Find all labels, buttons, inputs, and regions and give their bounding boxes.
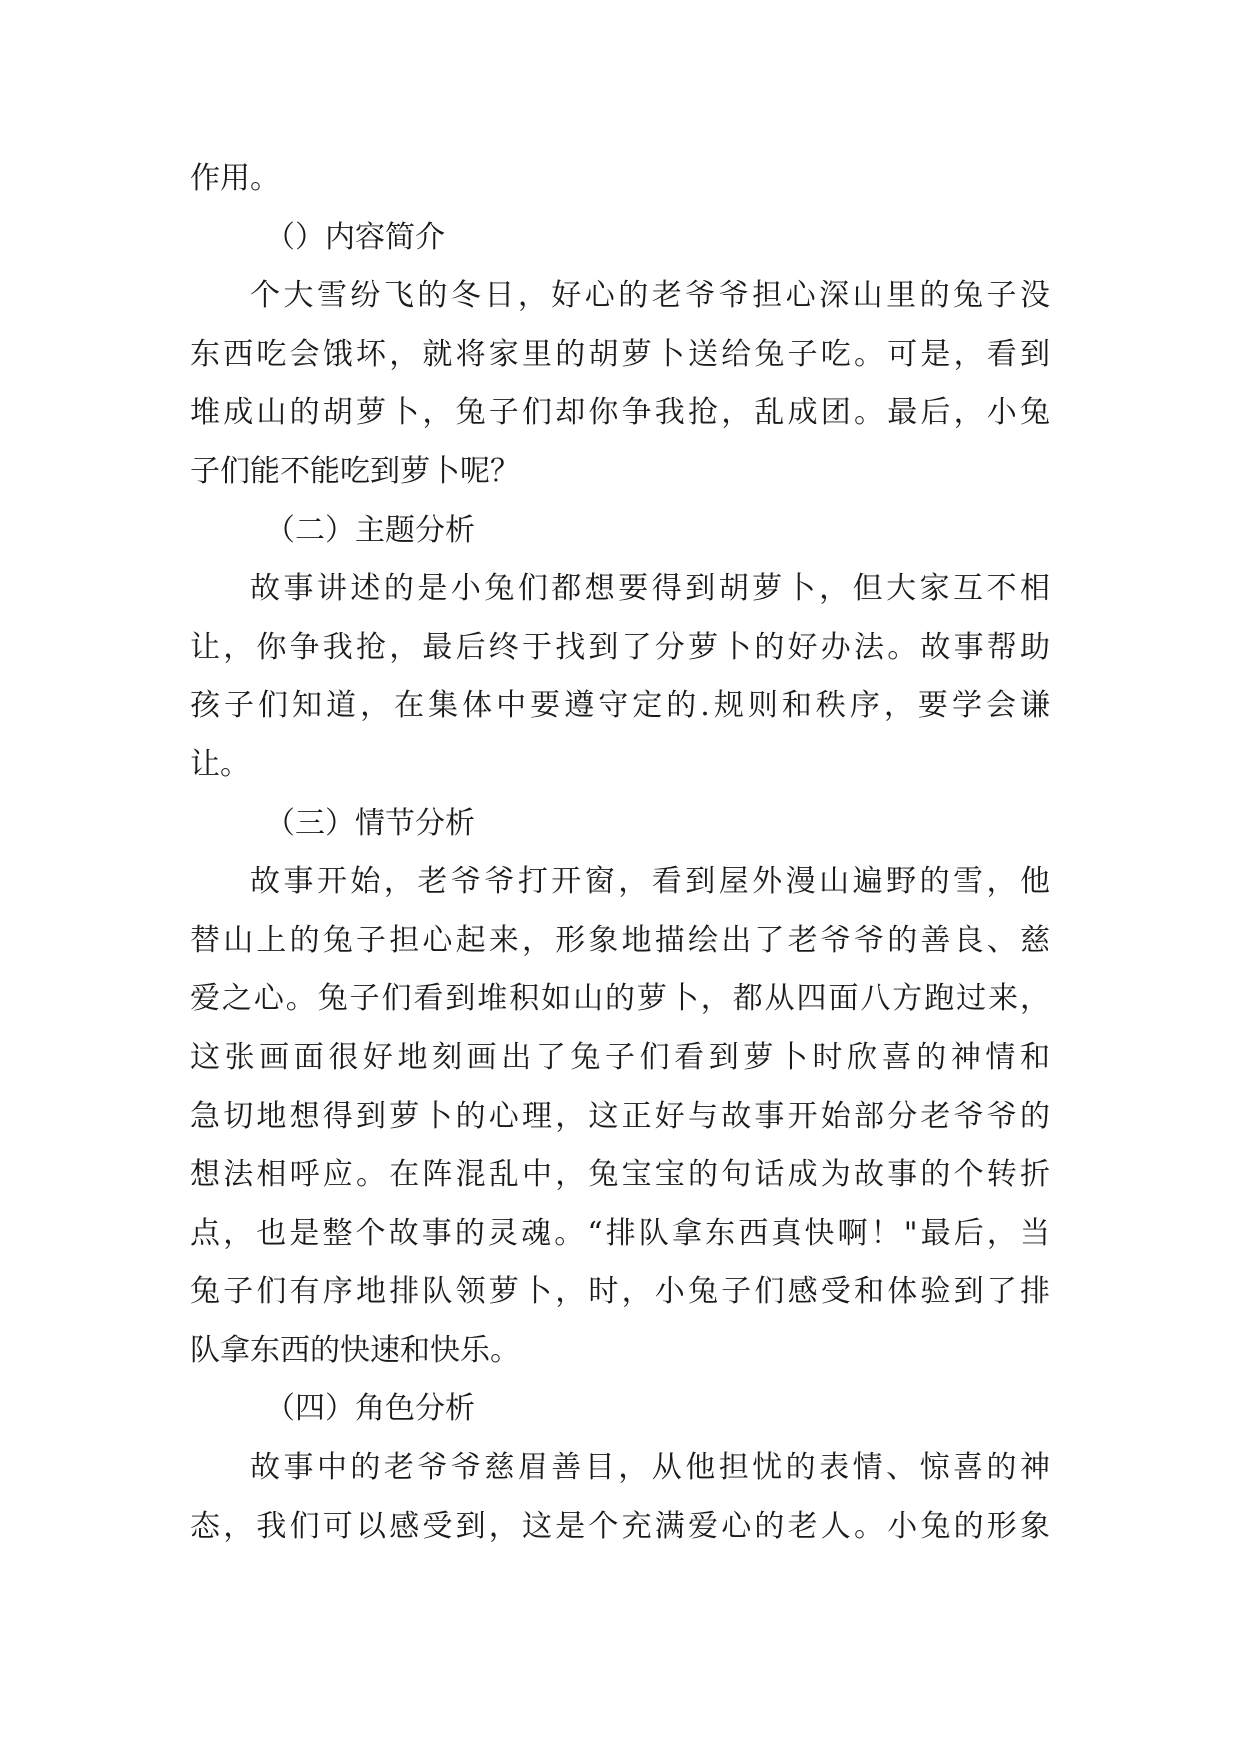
section-heading: （四）角色分析: [265, 1391, 475, 1427]
paragraph-line: 急切地想得到萝卜的心理，这正好与故事开始部分老爷爷的: [190, 1098, 1050, 1134]
paragraph-line: 让，你争我抢，最后终于找到了分萝卜的好办法。故事帮助: [190, 629, 1050, 665]
paragraph-line: 这张画面很好地刻画出了兔子们看到萝卜时欣喜的神情和: [190, 1039, 1050, 1075]
section-heading: （）内容简介: [265, 219, 445, 255]
section-heading: （三）情节分析: [265, 805, 475, 841]
paragraph-line: 故事开始，老爷爷打开窗，看到屋外漫山遍野的雪，他: [250, 864, 1050, 900]
paragraph-line: 队拿东西的快速和快乐。: [190, 1332, 520, 1368]
paragraph-line: 孩子们知道，在集体中要遵守定的.规则和秩序，要学会谦: [190, 688, 1050, 724]
paragraph-line: 故事讲述的是小兔们都想要得到胡萝卜，但大家互不相: [250, 571, 1050, 607]
paragraph-line: 子们能不能吃到萝卜呢？: [190, 453, 520, 489]
paragraph-line: 个大雪纷飞的冬日，好心的老爷爷担心深山里的兔子没: [250, 278, 1050, 314]
paragraph-line: 替山上的兔子担心起来，形象地描绘出了老爷爷的善良、慈: [190, 922, 1050, 958]
paragraph-line: 兔子们有序地排队领萝卜，时，小兔子们感受和体验到了排: [190, 1274, 1050, 1310]
paragraph-line: 点，也是整个故事的灵魂。“排队拿东西真快啊！"最后，当: [190, 1215, 1050, 1251]
section-heading: （二）主题分析: [265, 512, 475, 548]
paragraph-line: 态，我们可以感受到，这是个充满爱心的老人。小兔的形象: [190, 1508, 1050, 1544]
paragraph-line: 故事中的老爷爷慈眉善目，从他担忧的表情、惊喜的神: [250, 1450, 1050, 1486]
paragraph-line: 想法相呼应。在阵混乱中，兔宝宝的句话成为故事的个转折: [190, 1157, 1050, 1193]
document-page: [190, 150, 1050, 1556]
paragraph-line: 让。: [190, 746, 250, 782]
paragraph-line: 东西吃会饿坏，就将家里的胡萝卜送给兔子吃。可是，看到: [190, 336, 1050, 372]
paragraph-line: 堆成山的胡萝卜，兔子们却你争我抢，乱成团。最后，小兔: [190, 395, 1050, 431]
paragraph-line: 爱之心。兔子们看到堆积如山的萝卜，都从四面八方跑过来，: [190, 981, 1050, 1017]
text-line: 作用。: [190, 161, 280, 196]
